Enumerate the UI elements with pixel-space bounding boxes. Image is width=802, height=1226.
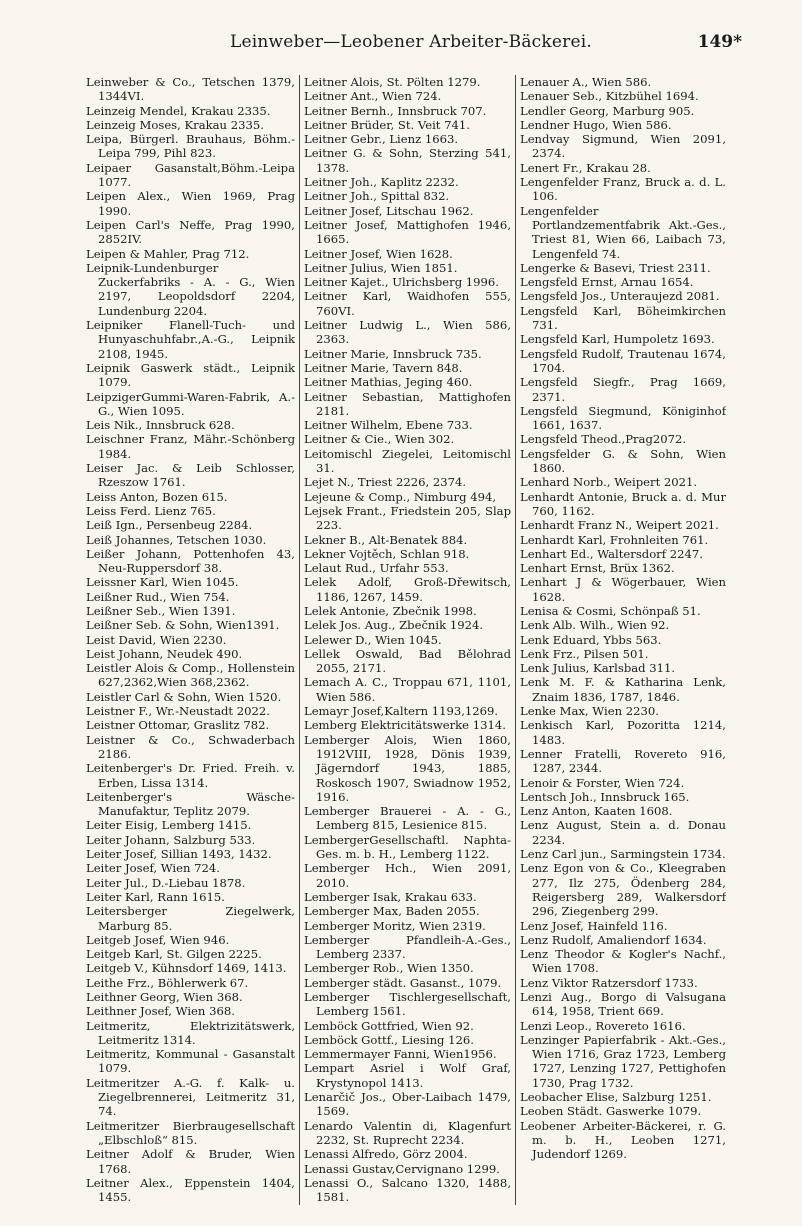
directory-entry: Leinweber & Co., Tetschen 1379, 1344VI. [86, 75, 295, 104]
directory-entry: Lemberger städt. Gasanst., 1079. [304, 975, 502, 990]
directory-entry: Lenauer Seb., Kitzbühel 1694. [520, 89, 699, 104]
directory-entry: Lelek Jos. Aug., Zbečnik 1924. [304, 618, 484, 633]
directory-entry: Leistner F., Wr.-Neustadt 2022. [86, 704, 270, 719]
directory-entry: Leiter Josef, Sillian 1493, 1432. [86, 847, 272, 862]
directory-entry: Leitenberger's Wäsche-Manufaktur, Teplitz 2079. [86, 789, 295, 819]
directory-entry: Leiter Jul., D.-Liebau 1878. [86, 875, 246, 890]
directory-entry: Lendler Georg, Marburg 905. [520, 103, 695, 118]
directory-entry: Lenhardt Franz N., Weipert 2021. [520, 518, 719, 533]
directory-entry: Leiser Jac. & Leib Schlosser, Rzeszow 1761. [86, 461, 295, 490]
directory-entry: Leistler Carl & Sohn, Wien 1520. [86, 689, 282, 704]
directory-entry: Lengsfeld Theod.,Prag2072. [520, 432, 687, 447]
directory-entry: Lenert Fr., Krakau 28. [520, 160, 651, 175]
directory-entry: LeipzigerGummi-Waren-Fabrik, A.-G., Wien 1095. [86, 389, 295, 418]
directory-entry: Leithner Josef, Wien 368. [86, 1004, 235, 1019]
directory-entry: Lengenfelder Franz, Bruck a. d. L. 106. [520, 175, 726, 204]
directory-entry: Lengsfeld Karl, Böheimkirchen 731. [520, 303, 726, 333]
directory-entry: Leitner Joh., Spittal 832. [304, 189, 450, 204]
directory-entry: Leitner Sebastian, Mattighofen 2181. [304, 389, 511, 418]
directory-entry: Lengsfeld Ernst, Arnau 1654. [520, 275, 694, 290]
directory-entry: Leitner Karl, Waidhofen 555, 760VI. [304, 289, 511, 318]
directory-entry: Leipnik Gaswerk städt., Leipnik 1079. [86, 360, 295, 390]
directory-entry: Leitmeritz, Elektrizitätswerk, Leitmeritz 1314. [86, 1018, 295, 1047]
directory-entry: Lenz August, Stein a. d. Donau 2234. [520, 818, 726, 847]
directory-entry: Lenz Viktor Ratzersdorf 1733. [520, 975, 698, 990]
directory-entry: Leischner Franz, Mähr.-Schönberg 1984. [86, 432, 295, 461]
directory-entry: Lenk Eduard, Ybbs 563. [520, 632, 662, 647]
directory-entry: Leobacher Elise, Salzburg 1251. [520, 1090, 712, 1105]
directory-entry: Lenzi Aug., Borgo di Valsugana 614, 1958, Trient 669. [520, 990, 726, 1019]
directory-entry: Leitner Alex., Eppenstein 1404, 1455. [86, 1175, 295, 1205]
directory-entry: Lenz Rudolf, Amaliendorf 1634. [520, 932, 707, 947]
directory-entry: Leitner Kajet., Ulrichsberg 1996. [304, 275, 499, 290]
directory-entry: Leipa, Bürgerl. Brauhaus, Böhm.-Leipa 799, Pihl 823. [86, 132, 295, 161]
directory-entry: Leitner Bernh., Innsbruck 707. [304, 103, 487, 118]
directory-entry: Leitner Adolf & Bruder, Wien 1768. [86, 1147, 295, 1176]
directory-entry: Lemayr Josef,Kaltern 1193,1269. [304, 704, 499, 719]
directory-entry: Lejet N., Triest 2226, 2374. [304, 475, 467, 490]
directory-entry: Leitmeritzer Bierbraugesellschaft „Elbschloß“ 815. [86, 1118, 295, 1147]
directory-entry: Leitner Josef, Mattighofen 1946, 1665. [304, 217, 511, 247]
directory-entry: Leitner Marie, Tavern 848. [304, 360, 463, 375]
directory-entry: Leitner Wilhelm, Ebene 733. [304, 418, 473, 433]
directory-entry: Lenzi Leop., Rovereto 1616. [520, 1018, 686, 1033]
directory-entry: Lengsfeld Siegfr., Prag 1669, 2371. [520, 375, 726, 404]
running-head: Leinweber—Leobener Arbeiter-Bäckerei. [230, 32, 592, 52]
directory-entry: Leiss Ferd. Lienz 765. [86, 503, 216, 518]
directory-entry: Leipnik-Lundenburger Zuckerfabriks - A. - G., Wien 2197, Leopoldsdorf 2204, Lundenburg 2204. [86, 260, 295, 318]
directory-entry: Leitner & Cie., Wien 302. [304, 432, 455, 447]
directory-entry: Lemberger Brauerei - A. - G., Lemberg 815, Lesienice 815. [304, 804, 511, 833]
directory-entry: Leiß Ign., Persenbeug 2284. [86, 518, 253, 533]
directory-entry: Lenz Egon von & Co., Kleegraben 277, Ilz 275, Ödenberg 284, Reigersberg 289, Walkersdorf 296, Ziegenberg 299. [520, 861, 726, 919]
directory-entry: Lenhard Norb., Weipert 2021. [520, 475, 698, 490]
directory-entry: Lemböck Gottfried, Wien 92. [304, 1018, 474, 1033]
directory-entry: Lemberger Max, Baden 2055. [304, 904, 480, 919]
directory-entry: Lengsfelder G. & Sohn, Wien 1860. [520, 446, 726, 476]
directory-entry: Lelek Antonie, Zbečnik 1998. [304, 603, 477, 618]
directory-entry: Leitner Josef, Wien 1628. [304, 246, 453, 261]
directory-entry: Lenke Max, Wien 2230. [520, 704, 659, 719]
directory-entry: Lemach A. C., Troppau 671, 1101, Wien 586. [304, 675, 511, 704]
directory-entry: Lendvay Sigmund, Wien 2091, 2374. [520, 132, 726, 161]
directory-entry: Lejeune & Comp., Nimburg 494, [304, 489, 497, 504]
directory-entry: Lenhardt Karl, Frohnleiten 761. [520, 532, 709, 547]
directory-entry: Lemberger Hch., Wien 2091, 2010. [304, 861, 511, 890]
directory-entry: Leist David, Wien 2230. [86, 632, 227, 647]
directory-entry: Leitersberger Ziegelwerk, Marburg 85. [86, 904, 295, 933]
directory-entry: Leitgeb Josef, Wien 946. [86, 932, 230, 947]
directory-entry: Leistner Ottomar, Graslitz 782. [86, 718, 270, 733]
directory-entry: Leitner Marie, Innsbruck 735. [304, 346, 482, 361]
directory-entry: Lelek Adolf, Groß-Dřewitsch, 1186, 1267, 1459. [304, 575, 511, 604]
directory-entry: Leitner Ant., Wien 724. [304, 89, 442, 104]
directory-entry: Leissner Karl, Wien 1045. [86, 575, 239, 590]
directory-entry: Leißer Johann, Pottenhofen 43, Neu-Ruppersdorf 38. [86, 546, 295, 576]
directory-entry: Lemböck Gottf., Liesing 126. [304, 1032, 474, 1047]
directory-entry: Lenz Theodor & Kogler's Nachf., Wien 1708. [520, 947, 726, 976]
directory-entry: Leitner Alois, St. Pölten 1279. [304, 75, 481, 89]
directory-entry: Leitner Joh., Kaplitz 2232. [304, 175, 459, 190]
page-number: 149* [697, 32, 742, 52]
directory-entry: Lejsek Frant., Friedstein 205, Slap 223. [304, 503, 511, 533]
directory-entry: Lengerke & Basevi, Triest 2311. [520, 260, 711, 275]
column-divider [299, 75, 300, 1205]
directory-entry: Lenardo Valentin di, Klagenfurt 2232, St. Ruprecht 2234. [304, 1118, 511, 1147]
directory-entry: Leist Johann, Neudek 490. [86, 646, 243, 661]
directory-entry: Lengsfeld Siegmund, Königinhof 1661, 1637. [520, 403, 726, 433]
directory-entry: Leiter Eisig, Lemberg 1415. [86, 818, 252, 833]
column-1 [86, 75, 295, 1205]
directory-entry: Leißner Rud., Wien 754. [86, 589, 230, 604]
directory-entry: Lenk Alb. Wilh., Wien 92. [520, 618, 670, 633]
directory-entry: Leitmeritz, Kommunal - Gasanstalt 1079. [86, 1047, 295, 1076]
directory-entry: LembergerGesellschaftl. Naphta-Ges. m. b. H., Lemberg 1122. [304, 832, 511, 862]
directory-entry: Lenz Josef, Hainfeld 116. [520, 918, 668, 933]
directory-entry: Leitgeb V., Kühnsdorf 1469, 1413. [86, 961, 287, 976]
directory-entry: Lenarčič Jos., Ober-Laibach 1479, 1569. [304, 1090, 511, 1119]
directory-entry: Leithner Georg, Wien 368. [86, 990, 243, 1004]
directory-entry: Lemberg Elektricitätswerke 1314. [304, 718, 506, 733]
directory-entry: Lenzinger Papierfabrik - Akt.-Ges., Wien 1716, Graz 1723, Lemberg 1727, Lenzing 1727, Pettighofen 1730, Prag 1732. [520, 1032, 726, 1090]
directory-entry: Lekner B., Alt-Benatek 884. [304, 532, 468, 547]
directory-entry: Lelewer D., Wien 1045. [304, 632, 442, 647]
directory-entry: Leipen & Mahler, Prag 712. [86, 246, 250, 261]
directory-entry: Leoben Städt. Gaswerke 1079. [520, 1104, 702, 1119]
directory-entry: Lenoir & Forster, Wien 724. [520, 775, 685, 790]
directory-entry: Leistner & Co., Schwaderbach 2186. [86, 732, 295, 761]
directory-entry: Lengsfeld Karl, Humpoletz 1693. [520, 332, 715, 347]
directory-entry: Leißner Seb. & Sohn, Wien1391. [86, 618, 280, 633]
directory-entry: Lengenfelder Portlandzementfabrik Akt.-Ges., Triest 81, Wien 66, Laibach 73, Lengenfeld 74. [520, 203, 726, 261]
directory-entry: Lemberger Alois, Wien 1860, 1912VIII, 1928, Dönis 1939, Jägerndorf 1943, 1885, Roskosch 1907, Swiadnow 1952, 1916. [304, 732, 511, 804]
directory-entry: Lengsfeld Rudolf, Trautenau 1674, 1704. [520, 346, 726, 375]
directory-entry: Lentsch Joh., Innsbruck 165. [520, 789, 690, 804]
directory-entry: Lenhart J & Wögerbauer, Wien 1628. [520, 575, 726, 604]
directory-entry: Leitomischl Ziegelei, Leitomischl 31. [304, 446, 511, 476]
directory-entry: Leiss Anton, Bozen 615. [86, 489, 228, 504]
directory-entry: Lengsfeld Jos., Unteraujezd 2081. [520, 289, 720, 304]
page-header [0, 32, 802, 56]
directory-entry: Lenisa & Cosmi, Schönpaß 51. [520, 603, 701, 618]
directory-entry: Lemberger Tischlergesellschaft, Lemberg 1561. [304, 990, 511, 1019]
directory-entry: Lemberger Pfandleih-A.-Ges., Lemberg 2337. [304, 932, 511, 962]
directory-entry: Leitgeb Karl, St. Gilgen 2225. [86, 947, 262, 962]
directory-entry: Leitmeritzer A.-G. f. Kalk- u. Ziegelbrennerei, Leitmeritz 31, 74. [86, 1075, 295, 1119]
directory-entry: Leistler Alois & Comp., Hollenstein 627,2362,Wien 368,2362. [86, 661, 295, 690]
directory-entry: Leitner Mathias, Jeging 460. [304, 375, 473, 390]
column-2 [304, 75, 511, 1205]
directory-entry: Leißner Seb., Wien 1391. [86, 603, 236, 618]
directory-entry: Leithe Frz., Böhlerwerk 67. [86, 975, 249, 990]
directory-entry: Leipniker Flanell-Tuch- und Hunyaschuhfabr.,A.-G., Leipnik 2108, 1945. [86, 318, 295, 361]
directory-entry: Lenassi O., Salcano 1320, 1488, 1581. [304, 1175, 511, 1205]
directory-entry: Leinzeig Moses, Krakau 2335. [86, 117, 264, 132]
directory-entry: Lenkisch Karl, Pozoritta 1214, 1483. [520, 718, 726, 747]
directory-entry: Lenk Frz., Pilsen 501. [520, 646, 649, 661]
directory-entry: Lenk Julius, Karlsbad 311. [520, 661, 676, 676]
column-3 [520, 75, 726, 1205]
directory-entry: Lemberger Rob., Wien 1350. [304, 961, 474, 976]
directory-entry: Lempart Asriel i Wolf Graf, Krystynopol 1413. [304, 1061, 511, 1090]
directory-entry: Lemberger Isak, Krakau 633. [304, 889, 477, 904]
directory-entry: Lekner Vojtěch, Schlan 918. [304, 546, 470, 561]
directory-columns [86, 75, 726, 1205]
directory-entry: Lenhart Ernst, Brüx 1362. [520, 561, 675, 576]
directory-entry: Leitner Gebr., Lienz 1663. [304, 132, 459, 147]
directory-entry: Leipen Carl's Neffe, Prag 1990, 2852IV. [86, 217, 295, 247]
directory-entry: Leiter Josef, Wien 724. [86, 861, 220, 876]
directory-entry: Leiter Karl, Rann 1615. [86, 889, 225, 904]
directory-entry: Lenz Carl jun., Sarmingstein 1734. [520, 847, 726, 862]
directory-entry: Leiß Johannes, Tetschen 1030. [86, 532, 267, 547]
directory-entry: Lenauer A., Wien 586. [520, 75, 652, 89]
directory-entry: Leitner G. & Sohn, Sterzing 541, 1378. [304, 146, 511, 175]
directory-entry: Leitner Josef, Litschau 1962. [304, 203, 474, 218]
directory-entry: Leitner Brüder, St. Veit 741. [304, 117, 470, 132]
directory-entry: Leitner Julius, Wien 1851. [304, 260, 458, 275]
directory-entry: Lenassi Alfredo, Görz 2004. [304, 1147, 468, 1162]
directory-entry: Leis Nik., Innsbruck 628. [86, 418, 235, 433]
directory-entry: Lenhart Ed., Waltersdorf 2247. [520, 546, 703, 561]
column-divider [515, 75, 516, 1205]
directory-entry: Lendner Hugo, Wien 586. [520, 117, 672, 132]
directory-entry: Leobener Arbeiter-Bäckerei, r. G. m. b. H., Leoben 1271, Judendorf 1269. [520, 1118, 726, 1162]
directory-entry: Lenner Fratelli, Rovereto 916, 1287, 2344. [520, 746, 726, 776]
directory-entry: Leitenberger's Dr. Fried. Freih. v. Erben, Lissa 1314. [86, 761, 295, 790]
directory-entry: Leiter Johann, Salzburg 533. [86, 832, 256, 847]
directory-entry: Lemmermayer Fanni, Wien1956. [304, 1047, 497, 1062]
directory-entry: Leipen Alex., Wien 1969, Prag 1990. [86, 189, 295, 218]
directory-entry: Leinzeig Mendel, Krakau 2335. [86, 103, 271, 118]
directory-entry: Leipaer Gasanstalt,Böhm.-Leipa 1077. [86, 160, 295, 190]
directory-entry: Lelaut Rud., Urfahr 553. [304, 561, 449, 576]
directory-entry: Lenassi Gustav,Cervignano 1299. [304, 1161, 500, 1176]
directory-entry: Lellek Oswald, Bad Bělohrad 2055, 2171. [304, 646, 511, 676]
directory-entry: Leitner Ludwig L., Wien 586, 2363. [304, 318, 511, 347]
directory-entry: Lenhardt Antonie, Bruck a. d. Mur 760, 1162. [520, 489, 726, 518]
directory-entry: Lenz Anton, Kaaten 1608. [520, 804, 673, 819]
directory-entry: Lenk M. F. & Katharina Lenk, Znaim 1836, 1787, 1846. [520, 675, 726, 704]
directory-entry: Lemberger Moritz, Wien 2319. [304, 918, 486, 933]
